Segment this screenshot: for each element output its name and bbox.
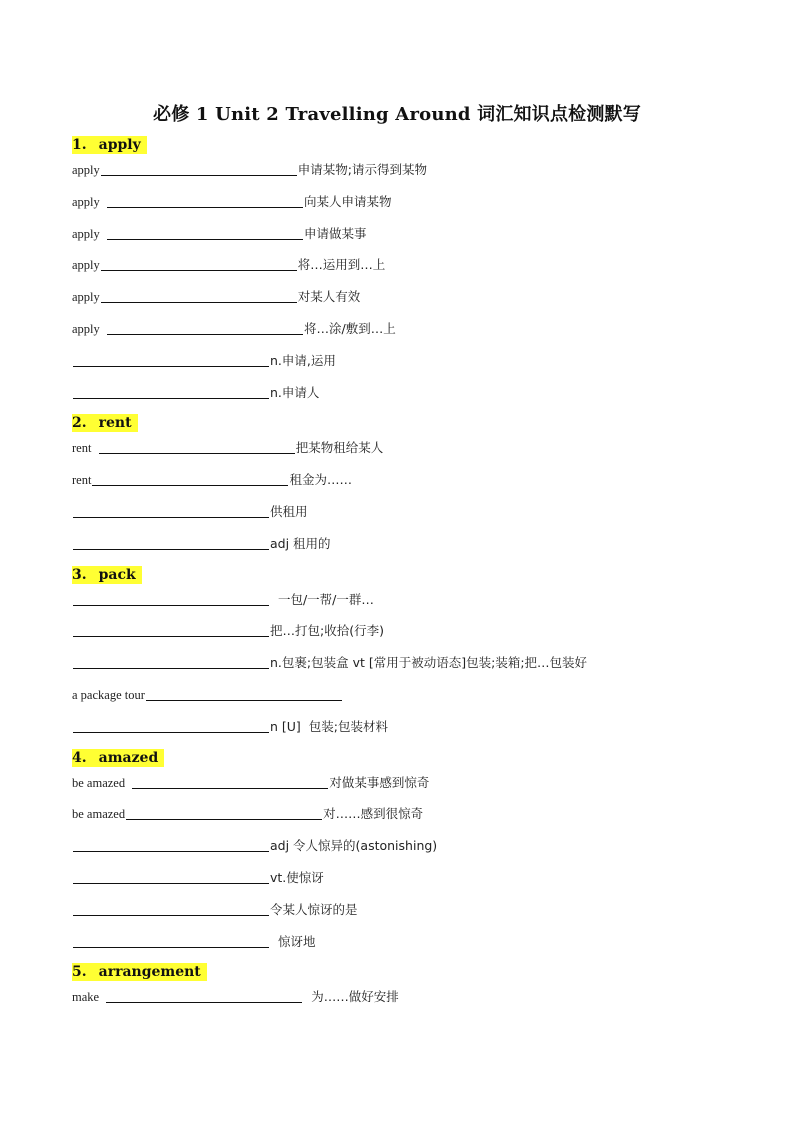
exercise-row: [72, 532, 722, 564]
exercise-row: [72, 222, 722, 254]
section-rent: [72, 412, 722, 563]
answer-blank[interactable]: [73, 933, 269, 948]
row-meaning: n.申请人: [270, 384, 320, 400]
row-prefix: apply: [72, 194, 107, 209]
row-meaning: 将…运用到…上: [297, 257, 386, 273]
row-prefix: apply: [72, 163, 100, 177]
row-prefix: apply: [72, 226, 107, 241]
row-prefix: make: [72, 990, 106, 1005]
row-meaning: n [U] 包装;包装材料: [270, 718, 388, 734]
answer-blank[interactable]: [101, 161, 297, 176]
row-meaning: 供租用: [270, 503, 308, 519]
answer-blank[interactable]: [73, 535, 269, 550]
answer-blank[interactable]: [73, 622, 269, 637]
section-word: arrangement: [98, 964, 201, 981]
exercise-row: [72, 898, 722, 930]
section-heading: [72, 566, 142, 584]
row-meaning: adj 租用的: [270, 535, 331, 551]
exercise-row: [72, 683, 722, 715]
answer-blank[interactable]: [73, 591, 269, 606]
answer-blank[interactable]: [132, 774, 328, 789]
row-meaning: 申请做某事: [304, 225, 367, 241]
answer-blank[interactable]: [73, 503, 269, 518]
section-number: 1.: [72, 137, 87, 153]
section-heading: [72, 749, 164, 767]
answer-blank[interactable]: [101, 256, 297, 271]
exercise-row: [72, 930, 722, 962]
section-word: apply: [98, 137, 141, 153]
worksheet-page: [72, 100, 722, 1017]
page-title: 必修 1 Unit 2 Travelling Around 词汇知识点检测默写: [153, 104, 641, 125]
row-prefix: be amazed: [72, 807, 126, 822]
exercise-row: [72, 588, 722, 620]
answer-blank[interactable]: [73, 869, 269, 884]
section-word: pack: [98, 566, 136, 583]
row-prefix: rent: [72, 441, 98, 456]
row-meaning: adj 令人惊异的(astonishing): [270, 838, 438, 854]
answer-blank[interactable]: [73, 654, 269, 669]
row-meaning: 惊讶地: [270, 933, 316, 949]
answer-blank[interactable]: [73, 352, 269, 367]
section-apply: [72, 134, 722, 412]
section-heading: [72, 414, 138, 432]
section-number: 4.: [72, 749, 87, 766]
section-pack: [72, 564, 722, 747]
answer-blank[interactable]: [92, 471, 288, 486]
answer-blank[interactable]: [106, 988, 302, 1003]
answer-blank[interactable]: [101, 288, 297, 303]
exercise-row: [72, 834, 722, 866]
section-word: rent: [98, 415, 132, 432]
exercise-row: [72, 500, 722, 532]
row-meaning: 申请某物;请示得到某物: [297, 162, 427, 177]
section-number: 5.: [72, 964, 87, 981]
answer-blank[interactable]: [73, 837, 269, 852]
row-meaning: vt.使惊讶: [270, 869, 324, 885]
row-meaning: 把某物租给某人: [295, 440, 384, 456]
row-meaning: 对做某事感到惊奇: [329, 774, 430, 790]
exercise-row: [72, 317, 722, 349]
row-meaning: 向某人申请某物: [304, 193, 392, 209]
exercise-row: [72, 190, 722, 222]
row-prefix: a package tour: [72, 687, 145, 702]
row-meaning: 对某人有效: [297, 289, 361, 305]
answer-blank[interactable]: [107, 193, 303, 208]
exercise-row: [72, 715, 722, 747]
answer-blank[interactable]: [73, 718, 269, 733]
row-meaning: 将…涂/敷到…上: [304, 320, 396, 336]
exercise-row: [72, 381, 722, 413]
answer-blank[interactable]: [107, 225, 303, 240]
answer-blank[interactable]: [73, 384, 269, 399]
section-heading: [72, 963, 207, 981]
row-meaning: n.包裹;包装盒 vt [常用于被动语态]包装;装箱;把…包装好: [270, 655, 588, 671]
section-arrangement: [72, 961, 722, 1017]
exercise-row: [72, 802, 722, 834]
exercise-row: [72, 436, 722, 468]
answer-blank[interactable]: [73, 901, 269, 916]
answer-blank[interactable]: [146, 686, 342, 701]
exercise-row: [72, 771, 722, 803]
exercise-row: [72, 985, 722, 1017]
exercise-row: [72, 619, 722, 651]
exercise-row: [72, 651, 722, 683]
section-heading: [72, 136, 147, 154]
row-meaning: 把…打包;收拾(行李): [270, 623, 384, 639]
row-meaning: 为……做好安排: [303, 989, 399, 1005]
exercise-row: [72, 285, 722, 317]
section-number: 3.: [72, 566, 87, 583]
row-meaning: n.申请,运用: [270, 352, 336, 368]
row-meaning: 一包/一帮/一群…: [270, 591, 374, 607]
exercise-row: [72, 866, 722, 898]
exercise-row: [72, 349, 722, 381]
sections-container: [72, 134, 722, 1017]
row-prefix: rent: [72, 473, 92, 488]
answer-blank[interactable]: [126, 805, 322, 820]
answer-blank[interactable]: [99, 439, 295, 454]
section-word: amazed: [98, 749, 159, 766]
answer-blank[interactable]: [107, 320, 303, 335]
exercise-row: [72, 253, 722, 285]
row-prefix: apply: [72, 321, 107, 336]
row-meaning: 令某人惊讶的是: [270, 901, 358, 917]
row-prefix: apply: [72, 258, 100, 273]
row-meaning: 租金为……: [289, 472, 352, 488]
row-meaning: 对……感到很惊奇: [323, 806, 424, 822]
section-amazed: [72, 747, 722, 962]
exercise-row: [72, 468, 722, 500]
row-prefix: apply: [72, 290, 100, 305]
section-number: 2.: [72, 415, 87, 432]
exercise-row: [72, 158, 722, 190]
row-prefix: be amazed: [72, 775, 132, 790]
